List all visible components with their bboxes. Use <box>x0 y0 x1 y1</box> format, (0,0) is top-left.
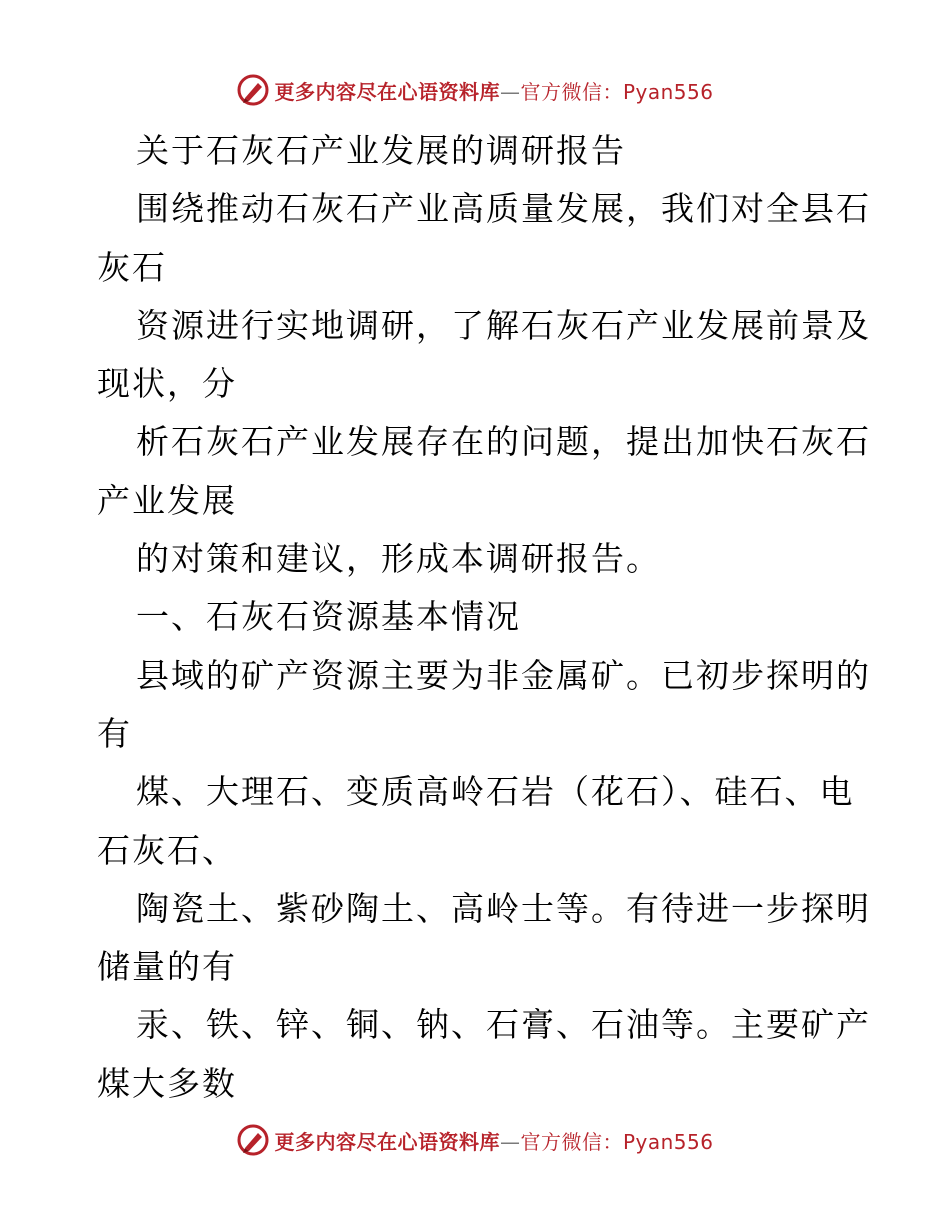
watermark-brand: 更多内容尽在心语资料库 <box>274 1129 500 1154</box>
text-line: 陶瓷土、紫砂陶土、高岭士等。有待进一步探明 <box>136 888 871 928</box>
watermark-contact: 官方微信：Pyan556 <box>520 1129 714 1154</box>
pen-logo-icon <box>236 73 270 107</box>
text-line: 煤、大理石、变质高岭石岩（花石）、硅石、电 <box>136 772 855 812</box>
text-line: 有 <box>97 713 132 753</box>
section-heading: 一、石灰石资源基本情况 <box>136 597 521 637</box>
text-line: 资源进行实地调研，了解石灰石产业发展前景及 <box>136 305 871 345</box>
watermark-contact: 官方微信：Pyan556 <box>520 79 714 104</box>
pen-logo-icon <box>236 1123 270 1157</box>
text-line: 汞、铁、锌、铜、钠、石膏、石油等。主要矿产 <box>136 1005 871 1045</box>
text-line: 产业发展 <box>97 480 237 520</box>
text-line: 煤大多数 <box>97 1063 237 1103</box>
header-watermark <box>0 70 950 110</box>
footer-watermark <box>0 1120 950 1160</box>
text-line: 现状，分 <box>97 364 237 404</box>
watermark-separator: — <box>499 79 521 104</box>
watermark-brand: 更多内容尽在心语资料库 <box>274 79 500 104</box>
document-body <box>97 122 871 1113</box>
text-line: 储量的有 <box>97 947 237 987</box>
text-line: 析石灰石产业发展存在的问题，提出加快石灰石 <box>136 422 871 462</box>
doc-title: 关于石灰石产业发展的调研报告 <box>136 131 626 170</box>
watermark-text <box>274 76 713 105</box>
watermark-separator: — <box>499 1129 521 1154</box>
text-line: 石灰石、 <box>97 830 237 870</box>
text-line: 县域的矿产资源主要为非金属矿。已初步探明的 <box>136 655 871 695</box>
text-line: 的对策和建议，形成本调研报告。 <box>136 539 661 579</box>
text-line: 灰石 <box>97 247 167 287</box>
watermark-text <box>274 1126 713 1155</box>
text-line: 围绕推动石灰石产业高质量发展，我们对全县石 <box>136 189 871 229</box>
